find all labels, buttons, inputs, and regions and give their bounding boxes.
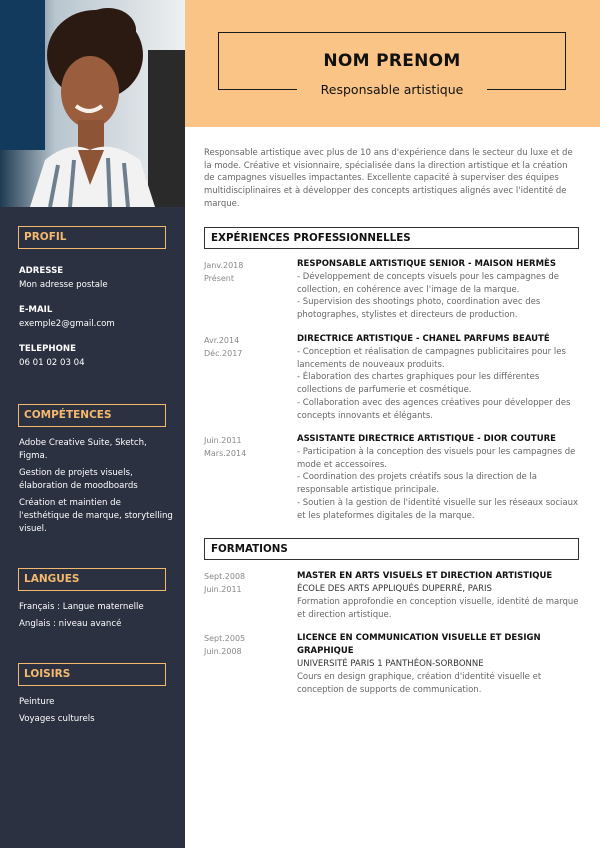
education-heading: FORMATIONS xyxy=(204,538,579,560)
education-date-end: Juin.2011 xyxy=(204,585,242,594)
language-item: Anglais : niveau avancé xyxy=(19,619,122,629)
experience-date-start: Avr.2014 xyxy=(204,336,240,345)
education-school: UNIVERSITÉ PARIS 1 PANTHÉON-SORBONNE xyxy=(297,659,484,669)
experience-date-end: Mars.2014 xyxy=(204,449,247,458)
hobbies-heading: LOISIRS xyxy=(18,663,166,686)
header xyxy=(185,0,600,127)
experience-description: - Conception et réalisation de campagnes publicitaires pour les lancements de nouveaux produits. - Élaboration des chartes graphiques pour les différentes collections de parfumerie et cosmétique. - Collaboration avec des agences créatives pour développer des concepts innovants et élégants. xyxy=(297,347,571,421)
education-description: Formation approfondie en conception visuelle, identité de marque et direction artistique. xyxy=(297,597,579,620)
email-label: E-MAIL xyxy=(19,305,53,315)
experience-date-end: Présent xyxy=(204,274,235,283)
hobby-item: Voyages culturels xyxy=(19,714,95,724)
education-title: LICENCE EN COMMUNICATION VISUELLE ET DESIGN GRAPHIQUE xyxy=(297,633,541,656)
education-description: Cours en design graphique, création d'identité visuelle et conception de supports de communication. xyxy=(297,672,542,695)
email-value: exemple2@gmail.com xyxy=(19,319,115,329)
experience-date-start: Juin.2011 xyxy=(204,436,242,445)
phone-value: 06 01 02 03 04 xyxy=(19,358,85,368)
languages-heading: LANGUES xyxy=(18,568,166,591)
profile-heading: PROFIL xyxy=(18,226,166,249)
job-title: Responsable artistique xyxy=(297,79,487,101)
experience-title: DIRECTRICE ARTISTIQUE - CHANEL PARFUMS BEAUTÉ xyxy=(297,334,550,344)
education-date-start: Sept.2008 xyxy=(204,572,246,581)
education-date-start: Sept.2005 xyxy=(204,634,246,643)
skill-item: Gestion de projets visuels, élaboration de moodboards xyxy=(19,468,138,491)
address-value: Mon adresse postale xyxy=(19,280,108,290)
portrait-illustration xyxy=(0,0,185,207)
experience-date-start: Janv.2018 xyxy=(204,261,244,270)
experience-title: ASSISTANTE DIRECTRICE ARTISTIQUE - DIOR COUTURE xyxy=(297,434,556,444)
address-label: ADRESSE xyxy=(19,266,64,276)
experience-title: RESPONSABLE ARTISTIQUE SENIOR - MAISON HERMÈS xyxy=(297,259,556,269)
skills-heading: COMPÉTENCES xyxy=(18,404,166,427)
experience-description: - Participation à la conception des visuels pour les campagnes de mode et accessoires. - Coordination des projets créatifs sous la direction de la responsable artistique principale. - Soutien à la gestion de l'identité visuelle sur les réseaux sociaux et les plateformes digitales de la marque. xyxy=(297,447,578,521)
education-title: MASTER EN ARTS VISUELS ET DIRECTION ARTISTIQUE xyxy=(297,571,553,581)
sidebar xyxy=(0,0,185,848)
language-item: Français : Langue maternelle xyxy=(19,602,144,612)
hobby-item: Peinture xyxy=(19,697,55,707)
profile-summary: Responsable artistique avec plus de 10 ans d'expérience dans le secteur du luxe et de la mode. Créative et visionnaire, spécialisée dans la direction artistique et la création de campagnes visuelles impactantes. Excellente capacité à superviser des équipes multidisciplinaires et à développer des concepts artistiques alignés avec l'identité de marque. xyxy=(204,148,573,209)
skill-item: Adobe Creative Suite, Sketch, Figma. xyxy=(19,438,147,461)
experience-date-end: Déc.2017 xyxy=(204,349,243,358)
education-school: ÉCOLE DES ARTS APPLIQUÉS DUPERRÉ, PARIS xyxy=(297,584,492,594)
profile-photo xyxy=(0,0,185,207)
skill-item: Création et maintien de l'esthétique de marque, storytelling visuel. xyxy=(19,498,173,534)
candidate-name: NOM PRENOM xyxy=(323,51,461,71)
experience-description: - Développement de concepts visuels pour les campagnes de collection, en cohérence avec l'image de la marque. - Supervision des shootings photo, coordination avec des photographes, stylistes et directeurs de production. xyxy=(297,272,560,321)
experience-heading: EXPÉRIENCES PROFESSIONNELLES xyxy=(204,227,579,249)
phone-label: TELEPHONE xyxy=(19,344,76,354)
education-date-end: Juin.2008 xyxy=(204,647,242,656)
